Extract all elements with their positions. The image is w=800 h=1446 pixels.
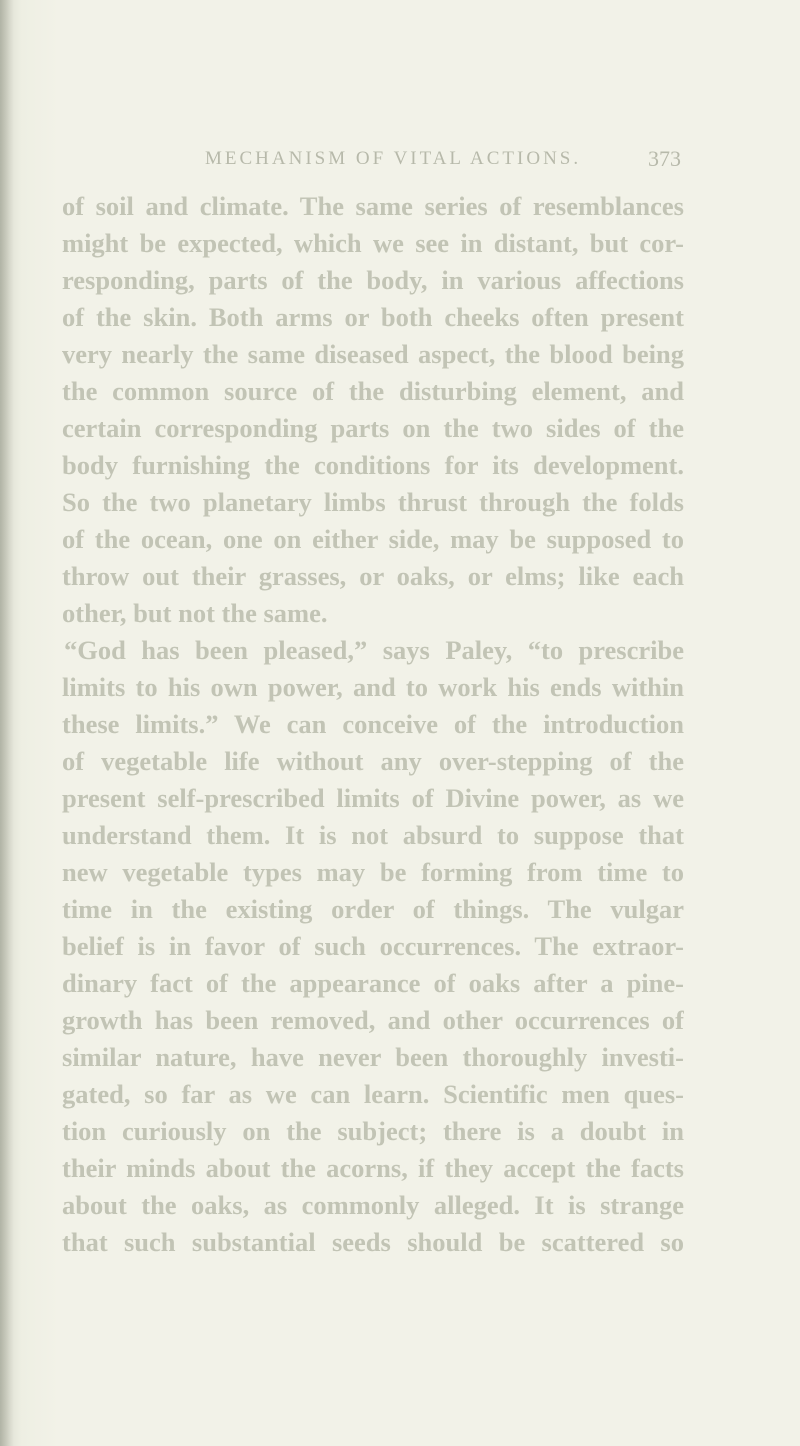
text-line: of the skin. Both arms or both cheeks often present	[62, 302, 684, 332]
text-line: present self-prescribed limits of Divine power, as we	[62, 783, 684, 813]
text-line: very nearly the same diseased aspect, the blood being	[62, 339, 684, 369]
text-line: the common source of the disturbing element, and	[62, 376, 684, 406]
text-line: time in the existing order of things. The vulgar	[62, 894, 684, 924]
body-text	[62, 188, 684, 1261]
text-line: throw out their grasses, or oaks, or elms; like each	[62, 561, 684, 591]
spine-shadow	[0, 0, 14, 1446]
text-line: of vegetable life without any over-stepping of the	[62, 746, 684, 776]
text-line: So the two planetary limbs thrust through the folds	[62, 487, 684, 517]
text-line: about the oaks, as commonly alleged. It is strange	[62, 1190, 684, 1220]
text-line: gated, so far as we can learn. Scientific men ques-	[62, 1079, 684, 1109]
text-line: responding, parts of the body, in various affections	[62, 265, 684, 295]
text-line: body furnishing the conditions for its development.	[62, 450, 684, 480]
running-head: MECHANISM OF VITAL ACTIONS.	[205, 148, 582, 169]
text-line: that such substantial seeds should be scattered so	[62, 1227, 684, 1257]
text-line: these limits.” We can conceive of the introduction	[62, 709, 684, 739]
text-line: of soil and climate. The same series of resemblances	[62, 191, 684, 221]
text-line: tion curiously on the subject; there is a doubt in	[62, 1116, 684, 1146]
page-header	[205, 146, 681, 176]
text-line: new vegetable types may be forming from time to	[62, 857, 684, 887]
text-line: belief is in favor of such occurrences. The extraor-	[62, 931, 684, 961]
text-line: dinary fact of the appearance of oaks after a pine-	[62, 968, 684, 998]
text-line: certain corresponding parts on the two sides of the	[62, 413, 684, 443]
text-line: limits to his own power, and to work his ends within	[62, 672, 684, 702]
text-line: other, but not the same.	[62, 598, 328, 628]
text-line: understand them. It is not absurd to suppose that	[62, 820, 684, 850]
text-line: “God has been pleased,” says Paley, “to prescribe	[64, 635, 684, 665]
text-line: growth has been removed, and other occurrences of	[62, 1005, 684, 1035]
text-line: might be expected, which we see in distant, but cor-	[62, 228, 684, 258]
text-line: similar nature, have never been thoroughly investi-	[62, 1042, 684, 1072]
text-line: of the ocean, one on either side, may be supposed to	[62, 524, 684, 554]
page-number: 373	[648, 146, 681, 171]
text-line: their minds about the acorns, if they accept the facts	[62, 1153, 684, 1183]
